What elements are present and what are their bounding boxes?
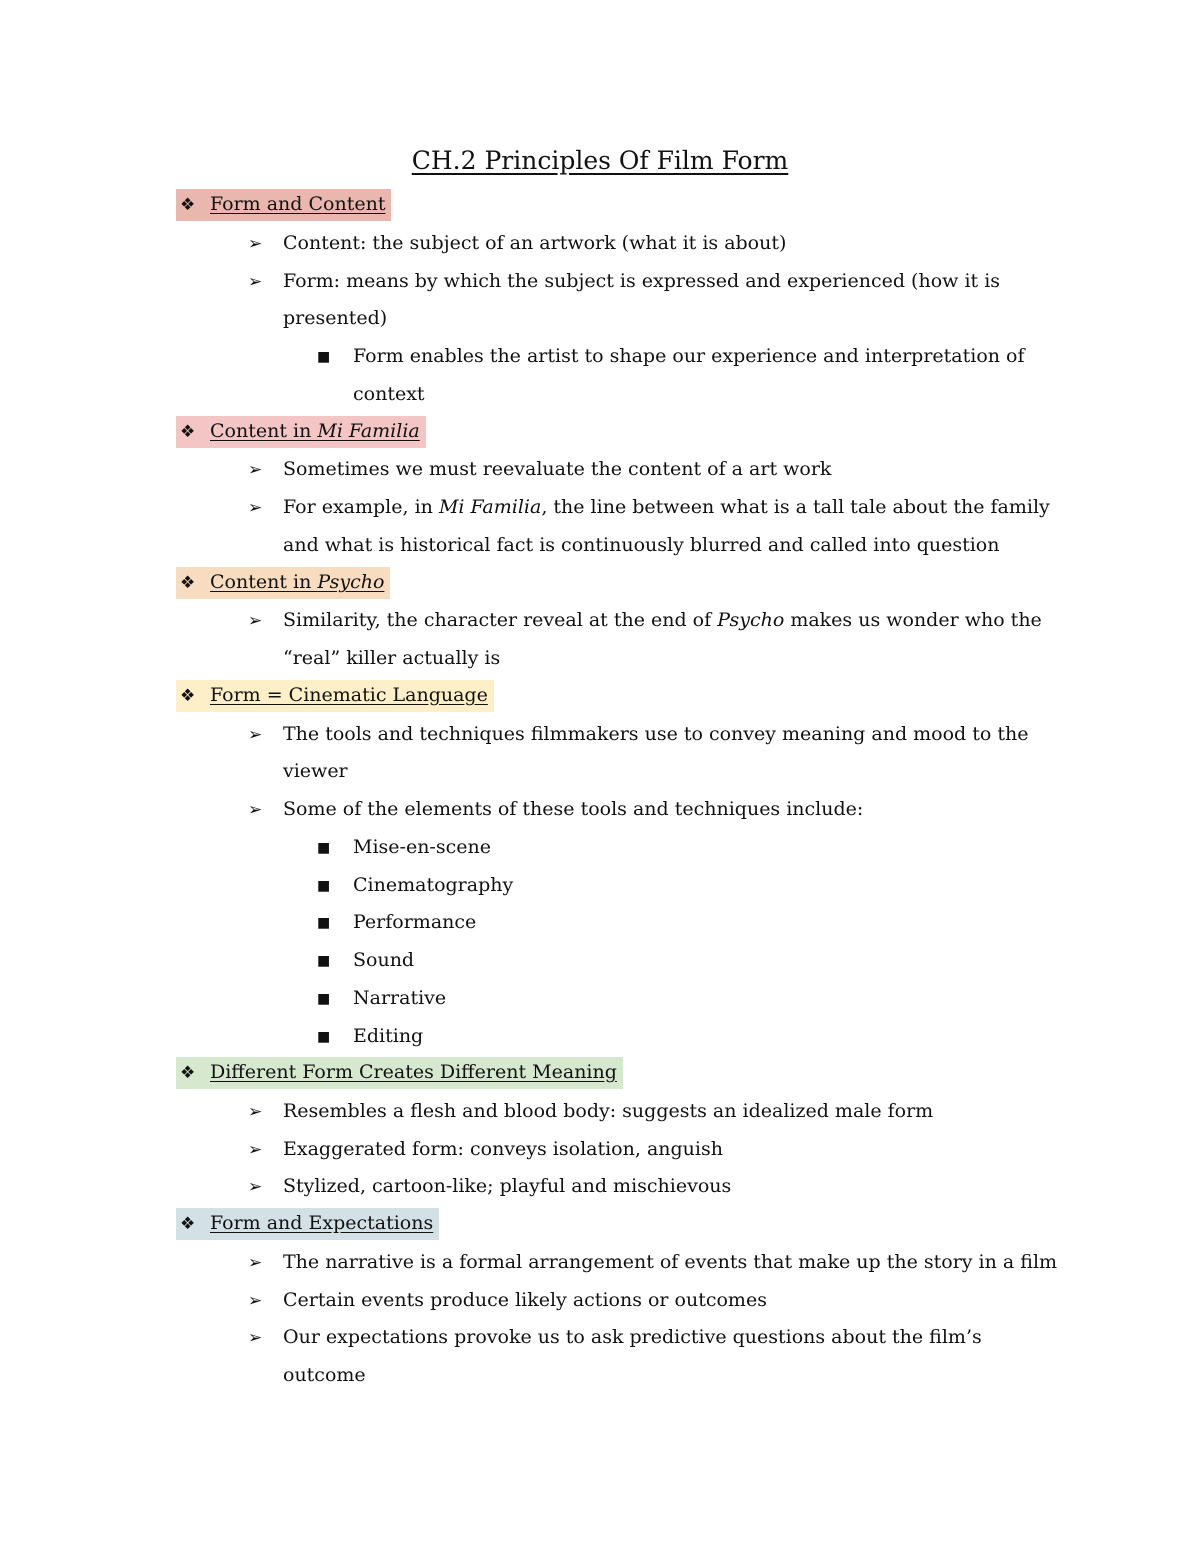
- arrow-bullet-icon: ➢: [248, 1253, 263, 1273]
- square-bullet-icon: ■: [317, 953, 331, 969]
- list-item-text: Resembles a flesh and blood body: suggests an idealized male form: [283, 1100, 934, 1122]
- sub-list-item-text: Performance: [353, 911, 477, 933]
- heading-highlight: [176, 680, 494, 712]
- sub-list-item-text: Form enables the artist to shape our experience and interpretation of: [353, 345, 1025, 367]
- arrow-bullet-icon: ➢: [248, 498, 263, 518]
- list-item: [248, 721, 1028, 748]
- heading-highlight: [176, 567, 390, 599]
- diamond-bullet-icon: ❖: [180, 686, 196, 706]
- list-item: [248, 230, 786, 257]
- list-item: [248, 456, 831, 483]
- list-item: [248, 607, 1042, 634]
- section-heading-content-mi-familia: [176, 416, 426, 448]
- arrow-bullet-icon: ➢: [248, 725, 263, 745]
- list-item-text-plain: For example, in: [283, 496, 439, 518]
- list-item: [248, 1136, 723, 1163]
- list-item: [248, 1098, 933, 1125]
- sub-list-item-text: Narrative: [353, 987, 447, 1009]
- sub-list-item: [317, 834, 491, 862]
- sub-list-item: [317, 947, 414, 975]
- sub-list-item: [317, 1023, 423, 1051]
- list-item-text-plain: , the line between what is a tall tale about the family: [541, 496, 1050, 518]
- arrow-bullet-icon: ➢: [248, 234, 263, 254]
- diamond-bullet-icon: ❖: [180, 422, 196, 442]
- list-item-text: The narrative is a formal arrangement of events that make up the story in a film: [283, 1251, 1058, 1273]
- square-bullet-icon: ■: [317, 915, 331, 931]
- square-bullet-icon: ■: [317, 1029, 331, 1045]
- heading-highlight: [176, 1208, 439, 1240]
- list-item-text: Some of the elements of these tools and techniques include:: [283, 798, 864, 820]
- list-item-text: Exaggerated form: conveys isolation, anguish: [283, 1138, 723, 1160]
- list-item: [248, 1173, 731, 1200]
- sub-list-item: [317, 985, 446, 1013]
- list-item-text: Our expectations provoke us to ask predictive questions about the film’s: [283, 1326, 982, 1348]
- sub-list-item: [317, 909, 476, 937]
- sub-list-item-text: Sound: [353, 949, 415, 971]
- arrow-bullet-icon: ➢: [248, 1291, 263, 1311]
- section-heading-content-psycho: [176, 567, 390, 599]
- square-bullet-icon: ■: [317, 840, 331, 856]
- heading-highlight: [176, 1057, 623, 1089]
- section-heading-form-and-content: [176, 189, 391, 221]
- diamond-bullet-icon: ❖: [180, 1214, 196, 1234]
- heading-highlight: [176, 416, 426, 448]
- heading-text-italic: Mi Familia: [317, 420, 420, 442]
- arrow-bullet-icon: ➢: [248, 1140, 263, 1160]
- list-item-continuation: “real” killer actually is: [283, 647, 501, 669]
- diamond-bullet-icon: ❖: [180, 195, 196, 215]
- sub-list-item-continuation: context: [353, 383, 425, 405]
- arrow-bullet-icon: ➢: [248, 611, 263, 631]
- sub-list-item-text: Mise-en-scene: [353, 836, 491, 858]
- diamond-bullet-icon: ❖: [180, 1063, 196, 1083]
- list-item: [248, 1287, 767, 1314]
- heading-text: [210, 420, 420, 442]
- heading-text: Form and Content: [210, 193, 386, 215]
- list-item-continuation: viewer: [283, 760, 348, 782]
- list-item: [248, 1324, 982, 1351]
- heading-text: Different Form Creates Different Meaning: [210, 1061, 617, 1083]
- list-item-continuation: presented): [283, 307, 388, 329]
- list-item: [248, 796, 863, 823]
- sub-list-item-text: Cinematography: [353, 874, 514, 896]
- list-item-text: Certain events produce likely actions or outcomes: [283, 1289, 767, 1311]
- list-item-continuation: outcome: [283, 1364, 366, 1386]
- square-bullet-icon: ■: [317, 349, 331, 365]
- section-heading-cinematic-language: [176, 680, 494, 712]
- heading-text: [210, 571, 384, 593]
- heading-text: Form and Expectations: [210, 1212, 434, 1234]
- list-item-text-italic: Mi Familia: [438, 496, 542, 518]
- heading-highlight: [176, 189, 391, 221]
- list-item: [248, 268, 1000, 295]
- list-item: [248, 494, 1050, 521]
- arrow-bullet-icon: ➢: [248, 1328, 263, 1348]
- arrow-bullet-icon: ➢: [248, 1177, 263, 1197]
- heading-text-italic: Psycho: [317, 571, 385, 593]
- list-item-text: Form: means by which the subject is expressed and experienced (how it is: [283, 270, 1001, 292]
- section-heading-different-form: [176, 1057, 623, 1089]
- list-item: [248, 1249, 1057, 1276]
- heading-text-plain: Content in: [210, 420, 318, 442]
- heading-text: Form = Cinematic Language: [210, 684, 488, 706]
- arrow-bullet-icon: ➢: [248, 272, 263, 292]
- section-heading-expectations: [176, 1208, 439, 1240]
- list-item-text: Stylized, cartoon-like; playful and mischievous: [283, 1175, 732, 1197]
- list-item-text: The tools and techniques filmmakers use to convey meaning and mood to the: [283, 723, 1029, 745]
- list-item-text: Content: the subject of an artwork (what it is about): [283, 232, 787, 254]
- sub-list-item: [317, 343, 1025, 371]
- arrow-bullet-icon: ➢: [248, 1102, 263, 1122]
- list-item-text-plain: Similarity, the character reveal at the end of: [283, 609, 718, 631]
- list-item-text: Sometimes we must reevaluate the content of a art work: [283, 458, 832, 480]
- arrow-bullet-icon: ➢: [248, 460, 263, 480]
- arrow-bullet-icon: ➢: [248, 800, 263, 820]
- page-title: CH.2 Principles Of Film Form: [411, 146, 789, 175]
- list-item-continuation: and what is historical fact is continuously blurred and called into question: [283, 534, 1000, 556]
- list-item-text-plain: makes us wonder who the: [784, 609, 1042, 631]
- square-bullet-icon: ■: [317, 991, 331, 1007]
- square-bullet-icon: ■: [317, 878, 331, 894]
- heading-text-plain: Content in: [210, 571, 318, 593]
- sub-list-item-text: Editing: [353, 1025, 424, 1047]
- list-item-text-italic: Psycho: [717, 609, 785, 631]
- sub-list-item: [317, 872, 513, 900]
- diamond-bullet-icon: ❖: [180, 573, 196, 593]
